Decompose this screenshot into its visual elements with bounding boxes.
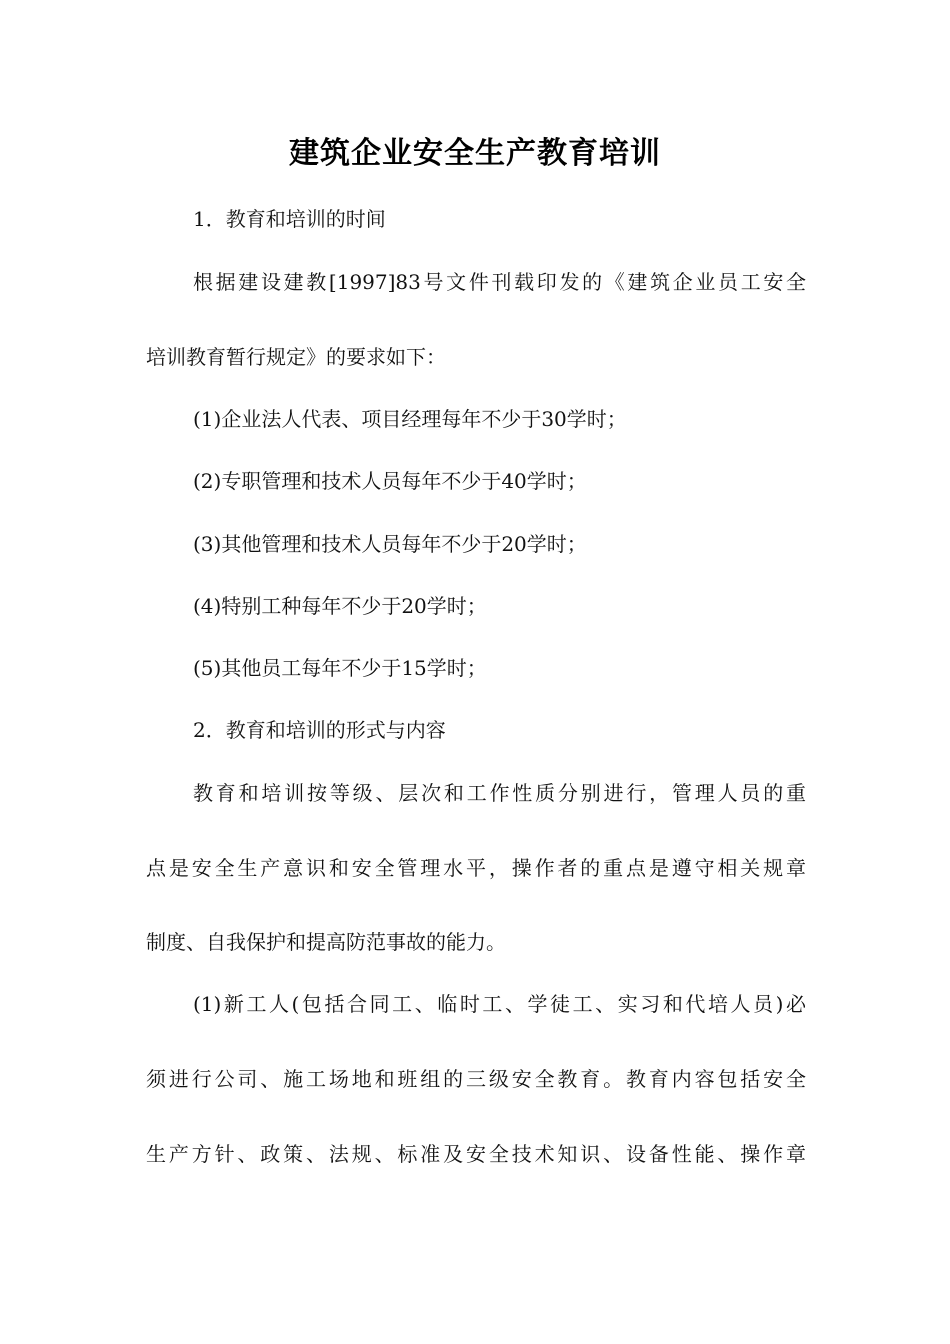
paragraph-line: 根据建设建教[1997]83号文件刊载印发的《建筑企业员工安全 [193,270,806,294]
section-heading-time: 1．教育和培训的时间 [193,207,386,231]
list-item: (3)其他管理和技术人员每年不少于20学时； [193,532,587,556]
paragraph-line: 制度、自我保护和提高防范事故的能力。 [146,930,506,954]
section-heading-form: 2．教育和培训的形式与内容 [193,718,446,742]
paragraph-line: 点是安全生产意识和安全管理水平，操作者的重点是遵守相关规章 [146,856,806,880]
list-item: (2)专职管理和技术人员每年不少于40学时； [193,469,587,493]
paragraph-line: 须进行公司、施工场地和班组的三级安全教育。教育内容包括安全 [146,1067,806,1091]
list-item: (1)企业法人代表、项目经理每年不少于30学时； [193,407,627,431]
paragraph-line: 教育和培训按等级、层次和工作性质分别进行，管理人员的重 [193,781,806,805]
paragraph-line: 生产方针、政策、法规、标准及安全技术知识、设备性能、操作章 [146,1142,806,1166]
list-item: (5)其他员工每年不少于15学时； [193,656,487,680]
paragraph-line: 培训教育暂行规定》的要求如下： [146,345,446,369]
list-item: (4)特别工种每年不少于20学时； [193,594,487,618]
document-title: 建筑企业安全生产教育培训 [289,136,661,171]
paragraph-line: (1)新工人(包括合同工、临时工、学徒工、实习和代培人员)必 [193,992,806,1016]
